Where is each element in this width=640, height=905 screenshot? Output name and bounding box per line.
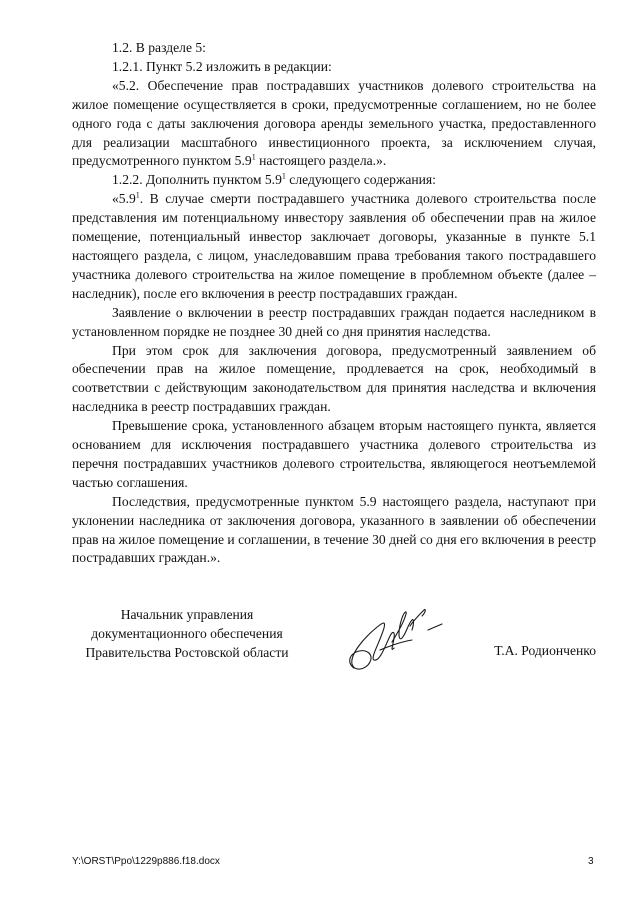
- item-5-9-number: «5.9: [112, 191, 136, 207]
- handwritten-signature: [340, 602, 450, 682]
- signatory-name: Т.А. Родионченко: [494, 643, 596, 658]
- paragraph-item-5-2-text: [72, 77, 596, 172]
- paragraph-consequences: Последствия, предусмотренные пунктом 5.9 настоящего раздела, наступают при уклонении наследника от заключения договора, указанного в заявлении об обеспечении прав на жилое помещение и соглашении, в течение 30 дней со дня его включения в реестр пострадавших граждан.».: [72, 493, 596, 566]
- file-path: Y:\ORST\Ppo\1229p886.f18.docx: [72, 856, 220, 867]
- page-number: 3: [588, 856, 594, 867]
- paragraph-application: Заявление о включении в реестр пострадавших граждан подается наследником в установленном порядке не позднее 30 дней со дня принятия наследства.: [72, 304, 596, 339]
- item-5-2-text-end: настоящего раздела.».: [255, 153, 387, 169]
- item-5-9-intro-b: следующего содержания:: [285, 172, 436, 188]
- paragraph-item-5-2-intro: 1.2.1. Пункт 5.2 изложить в редакции:: [112, 58, 332, 74]
- signatory-title: [72, 605, 302, 662]
- signatory-title-line: Начальник управления: [120, 607, 254, 622]
- superscript: 1: [251, 152, 256, 162]
- paragraph-term-exceeded: Превышение срока, установленного абзацем вторым настоящего пункта, является основанием для исключения пострадавшего участника долевого строительства из перечня пострадавших участников долевого строительства, являющегося неотъемлемой частью соглашения.: [72, 418, 596, 490]
- paragraph-section-heading: 1.2. В разделе 5:: [112, 40, 206, 55]
- paragraph-item-5-9-text: [72, 190, 596, 303]
- signature-block: [72, 602, 596, 682]
- item-5-9-intro-a: 1.2.2. Дополнить пунктом 5.9: [112, 172, 282, 188]
- superscript: 1: [135, 190, 140, 200]
- item-5-2-text: «5.2. Обеспечение прав пострадавших участников долевого строительства на жилое помещение осуществляется в сроки, предусмотренные соглашением, но не более одного года с даты заключения договора аренды земельного участка, предоставленного для реализации масштабного инвестиционного проекта, за исключением случая, предусмотренного пунктом 5.9: [72, 77, 596, 169]
- paragraph-item-5-9-intro: [72, 171, 596, 190]
- document-body: [72, 39, 596, 568]
- signatory-title-line: Правительства Ростовской области: [85, 645, 289, 660]
- item-5-9-text: . В случае смерти пострадавшего участника долевого строительства после представления им потенциальному инвестору заявления об обеспечении прав на жилое помещение, потенциальный инвестор заключает договоры, указанные в пункте 5.1 настоящего раздела, с лицом, унаследовавшим права требования такого пострадавшего участника долевого строительства на жилое помещение в проблемном объекте (далее – наследник), после его включения в реестр пострадавших граждан.: [72, 191, 596, 301]
- paragraph-term-extension: При этом срок для заключения договора, предусмотренный заявлением об обеспечении прав на жилое помещение, продлевается на срок, необходимый в соответствии с действующим законодательством для принятия наследства и включения наследника в реестр пострадавших граждан.: [72, 342, 596, 415]
- superscript: 1: [281, 171, 286, 181]
- signatory-title-line: документационного обеспечения: [91, 626, 283, 641]
